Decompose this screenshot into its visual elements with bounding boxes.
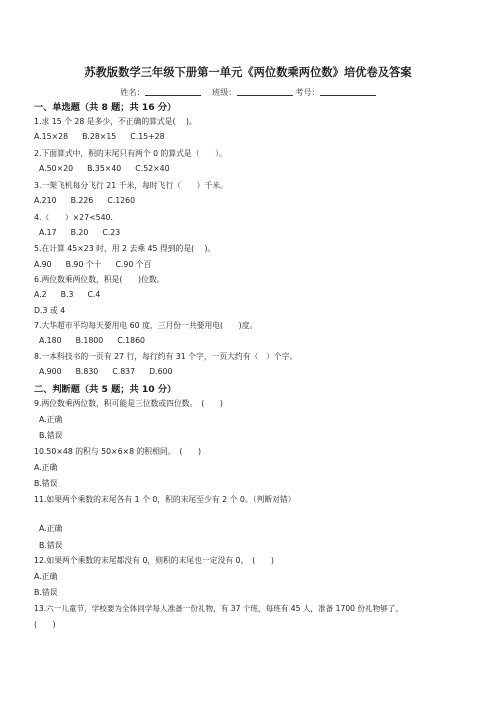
option[interactable]: B.830 bbox=[75, 367, 99, 376]
option[interactable]: B.3 bbox=[60, 290, 74, 299]
question-13-answer-blank[interactable]: ( ) bbox=[34, 620, 56, 629]
option[interactable]: A.90 bbox=[34, 260, 52, 269]
question-3-options bbox=[34, 196, 135, 205]
class-label: 班级： bbox=[212, 87, 237, 97]
question-7-options bbox=[39, 336, 145, 345]
option[interactable]: C.1260 bbox=[107, 196, 136, 205]
option[interactable]: C.4 bbox=[87, 290, 101, 299]
name-label: 姓名： bbox=[120, 87, 145, 97]
option[interactable]: B.1800 bbox=[75, 336, 104, 345]
option[interactable]: B.28×15 bbox=[82, 132, 117, 141]
question-2-options bbox=[39, 164, 170, 173]
name-blank[interactable] bbox=[145, 86, 201, 96]
question-4: 4.（ ）×27<540. bbox=[34, 213, 113, 222]
option[interactable]: C.52×40 bbox=[135, 164, 170, 173]
question-11-option-true[interactable]: A.正确 bbox=[39, 524, 63, 533]
question-12: 12.如果两个乘数的末尾都没有 0，则积的末尾也一定没有 0。 ( ) bbox=[34, 556, 274, 565]
document-title: 苏教版数学三年级下册第一单元《两位数乘两位数》培优卷及答案 bbox=[84, 66, 412, 79]
question-12-option-true[interactable]: A.正确 bbox=[34, 572, 58, 581]
section-single-choice-heading: 一、单选题（共 8 题；共 16 分） bbox=[34, 102, 177, 113]
question-6-option-d[interactable]: D.3 或 4 bbox=[34, 306, 66, 315]
question-10: 10.50×48 的积与 50×6×8 的积相同。 ( ) bbox=[34, 447, 202, 456]
question-13: 13.六一儿童节，学校要为全体同学每人准备一份礼物，有 37 个班，每班有 45 人，准备 1700 份礼物够了。 bbox=[34, 604, 403, 613]
question-5: 5.在计算 45×23 时，用 2 去乘 45 得到的是( )。 bbox=[34, 244, 216, 253]
question-9: 9.两位数乘两位数，积可能是三位数或四位数。 ( ) bbox=[34, 399, 223, 408]
question-1-options bbox=[34, 132, 165, 141]
option[interactable]: C.15+28 bbox=[130, 132, 165, 141]
question-1: 1.求 15 个 28 是多少，不正确的算式是( )。 bbox=[34, 117, 197, 126]
question-4-options bbox=[39, 228, 120, 237]
option[interactable]: D.600 bbox=[149, 367, 173, 376]
option[interactable]: B.20 bbox=[70, 228, 89, 237]
question-8-options bbox=[39, 367, 172, 376]
option[interactable]: A.180 bbox=[39, 336, 62, 345]
class-blank[interactable] bbox=[237, 86, 293, 96]
question-11-option-false[interactable]: B.错误 bbox=[39, 541, 63, 550]
option[interactable]: C.837 bbox=[112, 367, 136, 376]
question-2: 2.下面算式中，积的末尾只有两个 0 的算式是（ ）。 bbox=[34, 149, 227, 158]
question-12-option-false[interactable]: B.错误 bbox=[34, 588, 58, 597]
option[interactable]: C.23 bbox=[102, 228, 121, 237]
question-3: 3.一架飞机每分飞行 21 千米，每时飞行（ ）千米。 bbox=[34, 181, 228, 190]
question-6: 6.两位数乘两位数，积是( )位数。 bbox=[34, 275, 165, 284]
question-9-option-false[interactable]: B.错误 bbox=[39, 431, 63, 440]
option[interactable]: B.226 bbox=[70, 196, 94, 205]
section-true-false-heading: 二、判断题（共 5 题；共 10 分） bbox=[34, 384, 177, 395]
option[interactable]: A.210 bbox=[34, 196, 57, 205]
question-11: 11.如果两个乘数的末尾各有 1 个 0，积的末尾至少有 2 个 0。（判断对错） bbox=[34, 495, 296, 504]
question-10-option-true[interactable]: A.正确 bbox=[34, 463, 58, 472]
option[interactable]: C.1860 bbox=[117, 336, 145, 345]
option[interactable]: A.15×28 bbox=[34, 132, 69, 141]
option[interactable]: B.90 个十 bbox=[65, 260, 102, 269]
student-info-line bbox=[0, 86, 496, 98]
option[interactable]: A.50×20 bbox=[39, 164, 74, 173]
number-blank[interactable] bbox=[320, 86, 376, 96]
option[interactable]: B.35×40 bbox=[87, 164, 122, 173]
question-7: 7.大华超市平均每天要用电 60 度，三月份一共要用电( )度。 bbox=[34, 321, 258, 330]
question-8: 8.一本科技书的一页有 27 行，每行约有 31 个字，一页大约有（ ）个字。 bbox=[34, 352, 298, 361]
option[interactable]: A.900 bbox=[39, 367, 62, 376]
number-label: 考号： bbox=[295, 87, 320, 97]
option[interactable]: A.2 bbox=[34, 290, 47, 299]
question-5-options bbox=[34, 259, 151, 270]
option[interactable]: A.17 bbox=[39, 228, 57, 237]
option[interactable]: C.90 个百 bbox=[115, 260, 152, 269]
question-10-option-false[interactable]: B.错误 bbox=[34, 479, 58, 488]
question-9-option-true[interactable]: A.正确 bbox=[39, 415, 63, 424]
question-6-options bbox=[34, 290, 100, 299]
